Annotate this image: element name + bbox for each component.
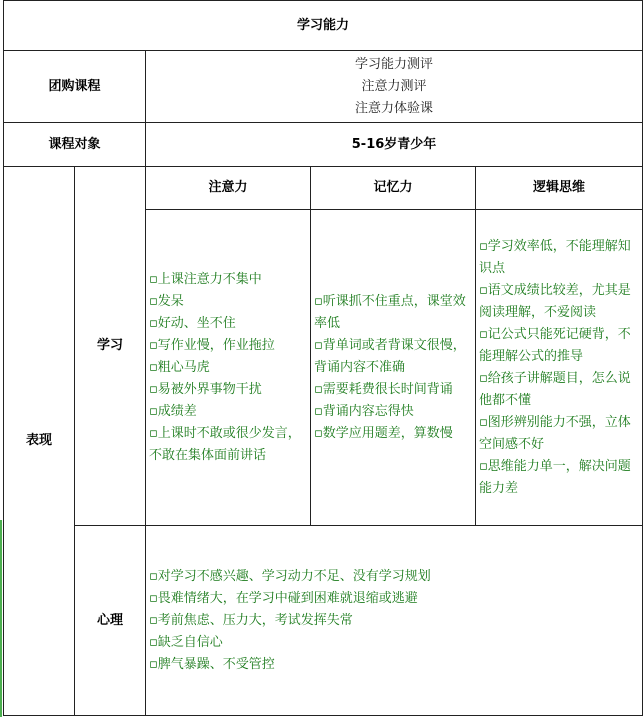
list-item: 识点 <box>479 260 506 276</box>
list-item: 阅读理解，不爱阅读 <box>479 304 597 320</box>
manifestation-label: 表现 <box>4 167 75 716</box>
list-item: 能理解公式的推导 <box>479 348 584 364</box>
list-item: ▫发呆 <box>149 293 184 309</box>
attention-list <box>146 210 311 526</box>
list-item: ▫上课注意力不集中 <box>149 271 262 287</box>
column-header-logic: 逻辑思维 <box>476 167 643 210</box>
group-course-item: 注意力测评 <box>361 78 427 94</box>
psychology-row <box>4 526 643 716</box>
group-course-item: 学习能力测评 <box>355 56 434 72</box>
list-item: ▫数学应用题差，算数慢 <box>314 425 453 441</box>
list-item: ▫听课抓不住重点，课堂效 <box>314 293 466 309</box>
list-item: ▫对学习不感兴趣、学习动力不足、没有学习规划 <box>149 568 431 584</box>
list-item: 率低 <box>314 315 341 331</box>
list-item: 不敢在集体面前讲话 <box>149 447 267 463</box>
list-item: ▫畏难情绪大，在学习中碰到困难就退缩或逃避 <box>149 590 418 606</box>
list-item: ▫上课时不敢或很少发言， <box>149 425 301 441</box>
list-item: ▫好动、坐不住 <box>149 315 236 331</box>
row-selection-accent <box>0 520 2 717</box>
course-table <box>3 0 643 716</box>
list-item: ▫粗心马虎 <box>149 359 210 375</box>
ability-header-row <box>4 167 643 210</box>
list-item: ▫背单词或者背课文很慢， <box>314 337 466 353</box>
group-course-row <box>4 51 643 123</box>
list-item: ▫记公式只能死记硬背，不 <box>479 326 631 342</box>
list-item: ▫图形辨别能力不强，立体 <box>479 414 631 430</box>
list-item: ▫背诵内容忘得快 <box>314 403 414 419</box>
list-item: ▫学习效率低，不能理解知 <box>479 238 631 254</box>
list-item: ▫需要耗费很长时间背诵 <box>314 381 453 397</box>
list-item: ▫缺乏自信心 <box>149 634 223 650</box>
study-label: 学习 <box>75 167 146 526</box>
list-item: ▫成绩差 <box>149 403 197 419</box>
list-item: ▫语文成绩比较差，尤其是 <box>479 282 631 298</box>
group-course-label: 团购课程 <box>4 51 146 123</box>
target-label: 课程对象 <box>4 123 146 167</box>
group-course-list <box>146 51 643 123</box>
column-header-attention: 注意力 <box>146 167 311 210</box>
list-item: ▫给孩子讲解题目，怎么说 <box>479 370 631 386</box>
logic-list <box>476 210 643 526</box>
list-item: ▫思维能力单一，解决问题 <box>479 458 631 474</box>
title-row <box>4 1 643 51</box>
target-value: 5-16岁青少年 <box>146 123 643 167</box>
target-row <box>4 123 643 167</box>
table-title: 学习能力 <box>4 1 643 51</box>
list-item: 他都不懂 <box>479 392 532 408</box>
memory-list <box>311 210 476 526</box>
psychology-list <box>146 526 643 716</box>
list-item: ▫考前焦虑、压力大，考试发挥失常 <box>149 612 353 628</box>
group-course-item: 注意力体验课 <box>355 100 434 116</box>
list-item: 空间感不好 <box>479 436 545 452</box>
psychology-label: 心理 <box>75 526 146 716</box>
list-item: ▫易被外界事物干扰 <box>149 381 262 397</box>
list-item: 能力差 <box>479 480 519 496</box>
list-item: ▫脾气暴躁、不受管控 <box>149 656 275 672</box>
column-header-memory: 记忆力 <box>311 167 476 210</box>
list-item: 背诵内容不准确 <box>314 359 406 375</box>
list-item: ▫写作业慢，作业拖拉 <box>149 337 275 353</box>
